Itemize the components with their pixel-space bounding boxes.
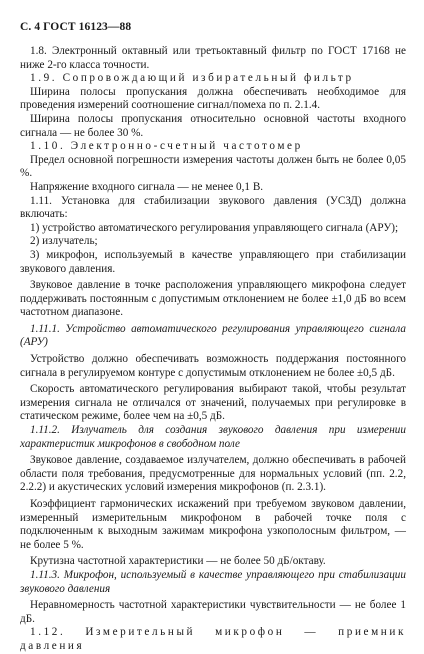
clause-1-11: 1.11. Установка для стабилизации звукового давления (УСЗД) должна включать: [20, 194, 406, 221]
clause-1-11-pressure: Звуковое давление в точке расположения управляющего микрофона следует поддерживать постоянным с допустимым отклонением не более ±1,0 дБ во всем частотном диапазоне. [20, 279, 406, 319]
clause-1-11-2-distortion: Коэффициент гармонических искажений при требуемом звуковом давлении, измеренный измерительным микрофоном в рабочей точке поля с подключенным к выходным зажимам микрофона узкополосным фильтром, — не более 5 %. [20, 498, 406, 551]
heading-1-11-3: 1.11.3. Микрофон, используемый в качестве управляющего при стабилизации звукового давления [20, 568, 406, 595]
clause-1-10-error: Предел основной погрешности измерения частоты должен быть не более 0,05 %. [20, 153, 406, 180]
heading-1-12: 1.12. Измерительный микрофон — приемник давления [20, 626, 406, 652]
clause-1-11-2-slope: Крутизна частотной характеристики — не более 50 дБ/октаву. [30, 555, 326, 568]
heading-1-9: 1.9. Сопровождающий избирательный фильтр [30, 72, 354, 85]
document-body [20, 45, 406, 654]
page-header: С. 4 ГОСТ 16123—88 [20, 21, 132, 33]
list-item-1: 1) устройство автоматического регулирования управляющего сигнала (АРУ); [30, 221, 399, 234]
list-item-3: 3) микрофон, используемый в качестве управляющего при стабилизации звукового давления. [20, 248, 406, 275]
clause-1-11-2-pressure: Звуковое давление, создаваемое излучателем, должно обеспечивать в рабочей области поля требования, предусмотренные для нормальных условий (пп. 2.2, 2.2.2) и акустических условий измерения микрофонов (п. 2.3.1). [20, 454, 406, 494]
clause-1-11-3-flatness: Неравномерность частотной характеристики чувствительности — не более 1 дБ. [20, 599, 406, 625]
clause-1-9-relative: Ширина полосы пропускания относительно основной частоты входного сигнала — не более 30 %. [20, 112, 406, 139]
clause-1-11-1-device: Устройство должно обеспечивать возможность поддержания постоянного сигнала в регулируемом контуре с допустимым отклонением не более ±0,5 дБ. [20, 353, 406, 379]
clause-1-11-1-speed: Скорость автоматического регулирования выбирают такой, чтобы результат измерения сигнала не отличался от значений, получаемых при регулировке в статическом режиме, более чем на ±0,5 дБ. [20, 383, 406, 423]
heading-1-11-2: 1.11.2. Излучатель для создания звукового давления при измерении характеристик микрофонов в свободном поле [20, 424, 406, 450]
clause-1-9-bandwidth: Ширина полосы пропускания должна обеспечивать необходимое для проведения измерений соотношение сигнал/помеха по п. 2.1.4. [20, 85, 406, 112]
heading-1-11-1: 1.11.1. Устройство автоматического регулирования управляющего сигнала (АРУ) [20, 322, 406, 349]
heading-1-10: 1.10. Электронно-счетный частотомер [30, 140, 303, 153]
list-item-2: 2) излучатель; [30, 235, 98, 248]
clause-1-10-voltage: Напряжение входного сигнала — не менее 0,1 В. [30, 180, 264, 193]
clause-1-8: 1.8. Электронный октавный или третьоктавный фильтр по ГОСТ 17168 не ниже 2-го класса точности. [20, 45, 406, 71]
